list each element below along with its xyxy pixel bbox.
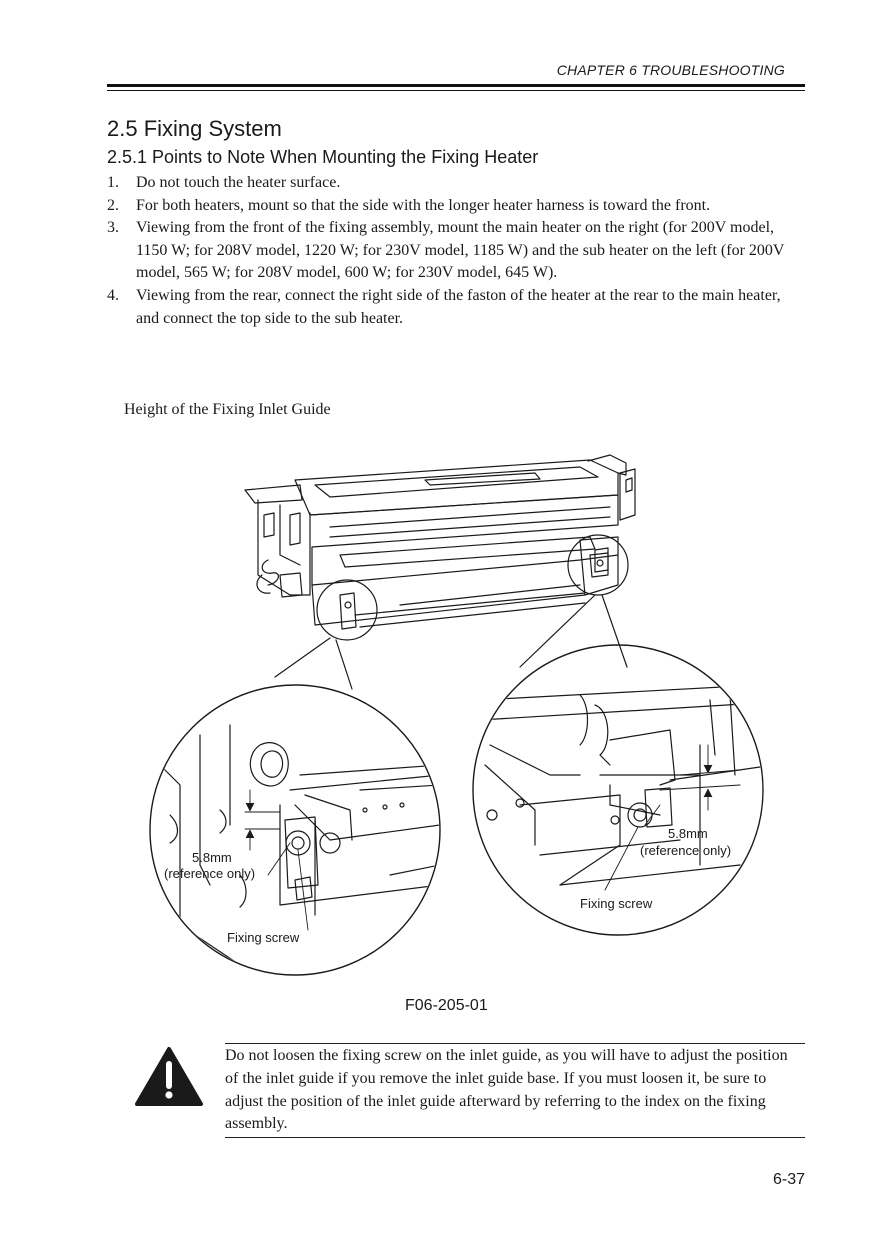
note-text: Viewing from the front of the fixing assembly, mount the main heater on the right (for 200V model, 1150 W; for 208V model, 1220 W; for 230V model, 1185 W) and the sub heater on the left (for 200V model, 565 W; for 208V model, 600 W; for 230V model, 645 W). — [136, 219, 785, 282]
note-number: 3. — [107, 219, 119, 237]
right-callout-line-2 — [602, 595, 627, 667]
section-title: 2.5 Fixing System — [107, 116, 282, 141]
subsection-title: 2.5.1 Points to Note When Mounting the Fixing Heater — [107, 147, 539, 167]
header-rule — [107, 84, 805, 87]
right-detail-drawing — [473, 645, 763, 935]
warning-text: Do not loosen the fixing screw on the inlet guide, as you will have to adjust the position of the inlet guide if you remove the inlet guide base. If you must loosen it, be sure to adjust the position of the inlet guide afterward by referring to the index on the fixing assembly. — [225, 1047, 788, 1133]
note-text: For both heaters, mount so that the side with the longer heater harness is toward the front. — [136, 196, 711, 214]
note-text: Viewing from the rear, connect the right side of the faston of the heater at the rear to the main heater, and connect the top side to the sub heater. — [136, 286, 781, 327]
right-fixing-screw-label: Fixing screw — [580, 896, 653, 911]
left-dimension-label: 5.8mm — [192, 850, 232, 865]
note-text: Do not touch the heater surface. — [136, 174, 341, 191]
header-rule-thin — [107, 90, 805, 91]
warning-triangle-icon — [134, 1046, 204, 1108]
warning-rule-top — [225, 1043, 805, 1044]
figure-id: F06-205-01 — [405, 997, 488, 1014]
note-item — [107, 195, 807, 218]
chapter-header: CHAPTER 6 TROUBLESHOOTING — [556, 62, 785, 78]
note-number: 1. — [107, 174, 119, 191]
mounting-notes-list — [107, 172, 807, 330]
note-item — [107, 172, 807, 195]
left-callout-line-2 — [336, 640, 352, 689]
note-number: 4. — [107, 286, 119, 304]
warning-rule-bottom — [225, 1137, 805, 1138]
fixing-inlet-guide-figure — [140, 445, 780, 980]
fixing-assembly-illustration — [140, 445, 780, 980]
left-reference-label: (reference only) — [164, 866, 256, 881]
right-dimension-label: 5.8mm — [668, 826, 708, 841]
left-fixing-screw-label: Fixing screw — [227, 930, 300, 945]
note-item — [107, 217, 807, 285]
note-item — [107, 285, 807, 330]
note-number: 2. — [107, 196, 119, 214]
figure-heading: Height of the Fixing Inlet Guide — [124, 401, 331, 418]
left-callout-line — [275, 638, 330, 677]
right-reference-label: (reference only) — [640, 843, 732, 858]
page-number: 6-37 — [772, 1171, 805, 1188]
